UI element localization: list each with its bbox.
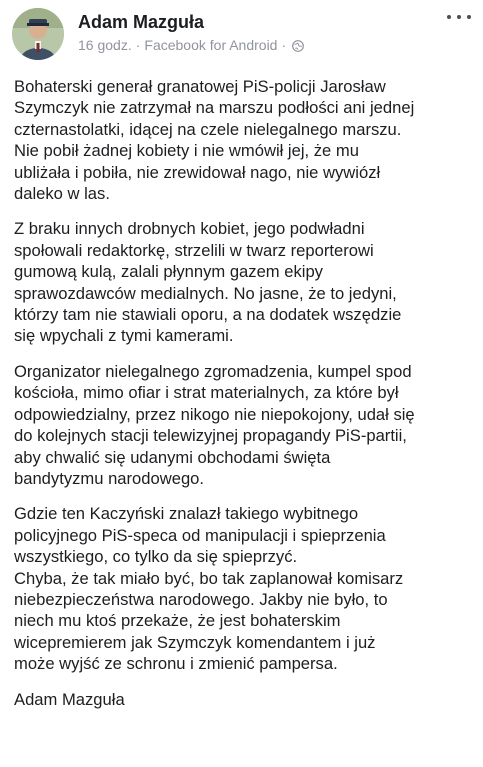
post-time[interactable]: 16 godz. (78, 37, 132, 53)
post-paragraph: Organizator nielegalnego zgromadzenia, kumpel spod kościoła, mimo ofiar i strat materialnych, za które był odpowiedzialny, przez nikogo nie niepokojony, udał się do kolejnych stacji telewizyjnej propagandy PiS-partii, aby chwalić się udanymi obchodami święta bandytyzmu narodowego. (14, 361, 415, 488)
post-body (14, 76, 474, 710)
post-meta (78, 37, 304, 53)
more-icon[interactable] (447, 10, 471, 24)
globe-icon (292, 39, 304, 51)
avatar[interactable] (12, 8, 64, 60)
post-header (12, 8, 471, 60)
post-paragraph: Z braku innych drobnych kobiet, jego podwładni społowali redaktorkę, strzelili w twarz reporterowi gumową kulą, zalali płynnym gazem ekipy sprawozdawców medialnych. No jasne, że to jedyni, którzy tam nie stawiali oporu, a na dodatek wszędzie się wpychali z tymi kamerami. (14, 219, 402, 346)
post-source: Facebook for Android (144, 37, 278, 53)
meta-separator-2: · (281, 37, 287, 53)
avatar-image (12, 8, 64, 60)
post-signature: Adam Mazguła (14, 689, 125, 709)
post-paragraph: Gdzie ten Kaczyński znalazł takiego wybitnego policyjnego PiS-speca od manipulacji i spieprzenia wszystkiego, co tylko da się spieprzyć. Chyba, że tak miało być, bo tak zaplanował komisarz niebezpieczeństwa narodowego. Jakby nie było, to niech mu ktoś przekaże, że jest bohaterskim wicepremierem jak Szymczyk komendantem i już może wyjść ze schronu i zmienić pampersa. (14, 504, 404, 674)
meta-separator: · (135, 37, 141, 53)
post-paragraph: Bohaterski generał granatowej PiS-policji Jarosław Szymczyk nie zatrzymał na marszu podłości ani jednej czternastolatki, idącej na czele nielegalnego marszu. Nie pobił żadnej kobiety i nie wmówił jej, że mu ubliżała i pobiła, nie zrewidował nago, nie wywiózł daleko w las. (14, 77, 415, 204)
author-name[interactable]: Adam Mazguła (78, 12, 205, 32)
